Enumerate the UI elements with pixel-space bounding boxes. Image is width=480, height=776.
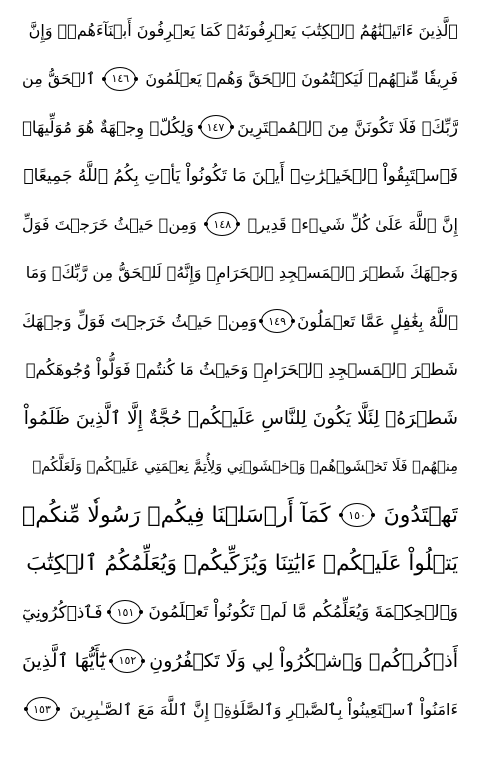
- ayah-number-marker: ١٥١: [109, 600, 141, 624]
- verse-text: أَذۡكُرۡكُمۡ وَٱشۡكُرُواْ لِي وَلَا تَكۡفُرُونِ: [149, 649, 458, 672]
- verse-text: ٱلَّذِينَ ءَاتَيۡنَٰهُمُ ٱلۡكِتَٰبَ يَعۡرِفُونَهُۥ كَمَا يَعۡرِفُونَ أَبۡنَآءَهُمۡۖ وَإِنَّ: [28, 20, 458, 40]
- verse-text: يَتۡلُواْ عَلَيۡكُمۡ ءَايَٰتِنَا وَيُزَكِّيكُمۡ وَيُعَلِّمُكُمُ ٱلۡكِتَٰبَ: [26, 551, 458, 577]
- text-line: [22, 685, 458, 734]
- verse-text: فَٱذۡكُرُونِيٓ: [22, 602, 103, 623]
- verse-text: مِنۡهُمۡ فَلَا تَخۡشَوۡهُمۡ وَٱخۡشَوۡنِي وَلِأُتِمَّ نِعۡمَتِي عَلَيۡكُمۡ وَلَعَلَّكُمۡ: [32, 458, 458, 475]
- verse-text: إِنَّ ٱللَّهَ عَلَىٰ كُلِّ شَيۡءٖ قَدِيرٞ: [247, 214, 458, 234]
- verse-text: فَرِيقٗا مِّنۡهُمۡ لَيَكۡتُمُونَ ٱلۡحَقَّ وَهُمۡ يَعۡلَمُونَ: [145, 69, 458, 89]
- ayah-number-marker: ١٤٩: [261, 309, 293, 333]
- text-line: [22, 346, 458, 395]
- text-line: [22, 297, 458, 346]
- ayah-number-marker: ١٤٨: [206, 212, 238, 236]
- verse-text: كَمَآ أَرۡسَلۡنَا فِيكُمۡ رَسُولٗا مِّنكُمۡ: [22, 502, 331, 528]
- ayah-number-marker: ١٥٠: [341, 503, 373, 527]
- verse-text: يَٰٓأَيُّهَا ٱلَّذِينَ: [22, 649, 106, 672]
- verse-text: رَّبِّكَۖ فَلَا تَكُونَنَّ مِنَ ٱلۡمُمۡتَرِينَ: [237, 117, 458, 137]
- text-line: [22, 152, 458, 201]
- verse-text: تَهۡتَدُونَ: [383, 502, 458, 528]
- verse-text: شَطۡرَهُۥ لِئَلَّا يَكُونَ لِلنَّاسِ عَلَيۡكُمۡ حُجَّةٌ إِلَّا ٱلَّذِينَ ظَلَمُواْ: [23, 407, 458, 429]
- verse-text: وَلِكُلّٖ وِجۡهَةٌ هُوَ مُوَلِّيهَاۖ: [22, 117, 194, 137]
- text-line: [22, 103, 458, 152]
- verse-text: شَطۡرَ ٱلۡمَسۡجِدِ ٱلۡحَرَامِۚ وَحَيۡثُ مَا كُنتُمۡ فَوَلُّواْ وُجُوهَكُمۡ: [25, 360, 458, 380]
- text-line: [22, 249, 458, 298]
- text-line: [22, 55, 458, 104]
- verse-text: وَمِنۡ حَيۡثُ خَرَجۡتَ فَوَلِّ: [22, 214, 197, 234]
- text-line: [22, 200, 458, 249]
- text-line: [22, 6, 458, 55]
- verse-text: ٱلۡحَقُّ مِن: [22, 69, 96, 89]
- ayah-number-marker: ١٤٦: [104, 67, 136, 91]
- verse-text: ءَامَنُواْ ٱسۡتَعِينُواْ بِٱلصَّبۡرِ وَٱلصَّلَوٰةِۚ إِنَّ ٱللَّهَ مَعَ ٱلصَّـٰبِرِينَ: [69, 699, 458, 719]
- verse-text: ٱللَّهُ بِغَٰفِلٍ عَمَّا تَعۡمَلُونَ: [297, 311, 458, 331]
- verse-text: فَٱسۡتَبِقُواْ ٱلۡخَيۡرَٰتِۚ أَيۡنَ مَا تَكُونُواْ يَأۡتِ بِكُمُ ٱللَّهُ جَمِيعًاۚ: [23, 165, 458, 186]
- ayah-number-marker: ١٥٣: [26, 697, 58, 721]
- verse-text: وَجۡهَكَ شَطۡرَ ٱلۡمَسۡجِدِ ٱلۡحَرَامِۖ وَإِنَّهُۥ لَلۡحَقُّ مِن رَّبِّكَۗ وَمَا: [25, 263, 458, 283]
- verse-text: وَمِنۡ حَيۡثُ خَرَجۡتَ فَوَلِّ وَجۡهَكَ: [22, 311, 258, 331]
- ayah-number-marker: ١٤٧: [200, 115, 232, 139]
- text-line: [22, 588, 458, 637]
- verse-text: وَٱلۡحِكۡمَةَ وَيُعَلِّمُكُم مَّا لَمۡ تَكُونُواْ تَعۡلَمُونَ: [148, 602, 458, 623]
- text-line: [22, 540, 458, 589]
- text-line: [22, 394, 458, 443]
- ayah-number-marker: ١٥٢: [111, 649, 143, 673]
- text-line: [22, 491, 458, 540]
- text-line: [22, 637, 458, 686]
- text-line: [22, 443, 458, 492]
